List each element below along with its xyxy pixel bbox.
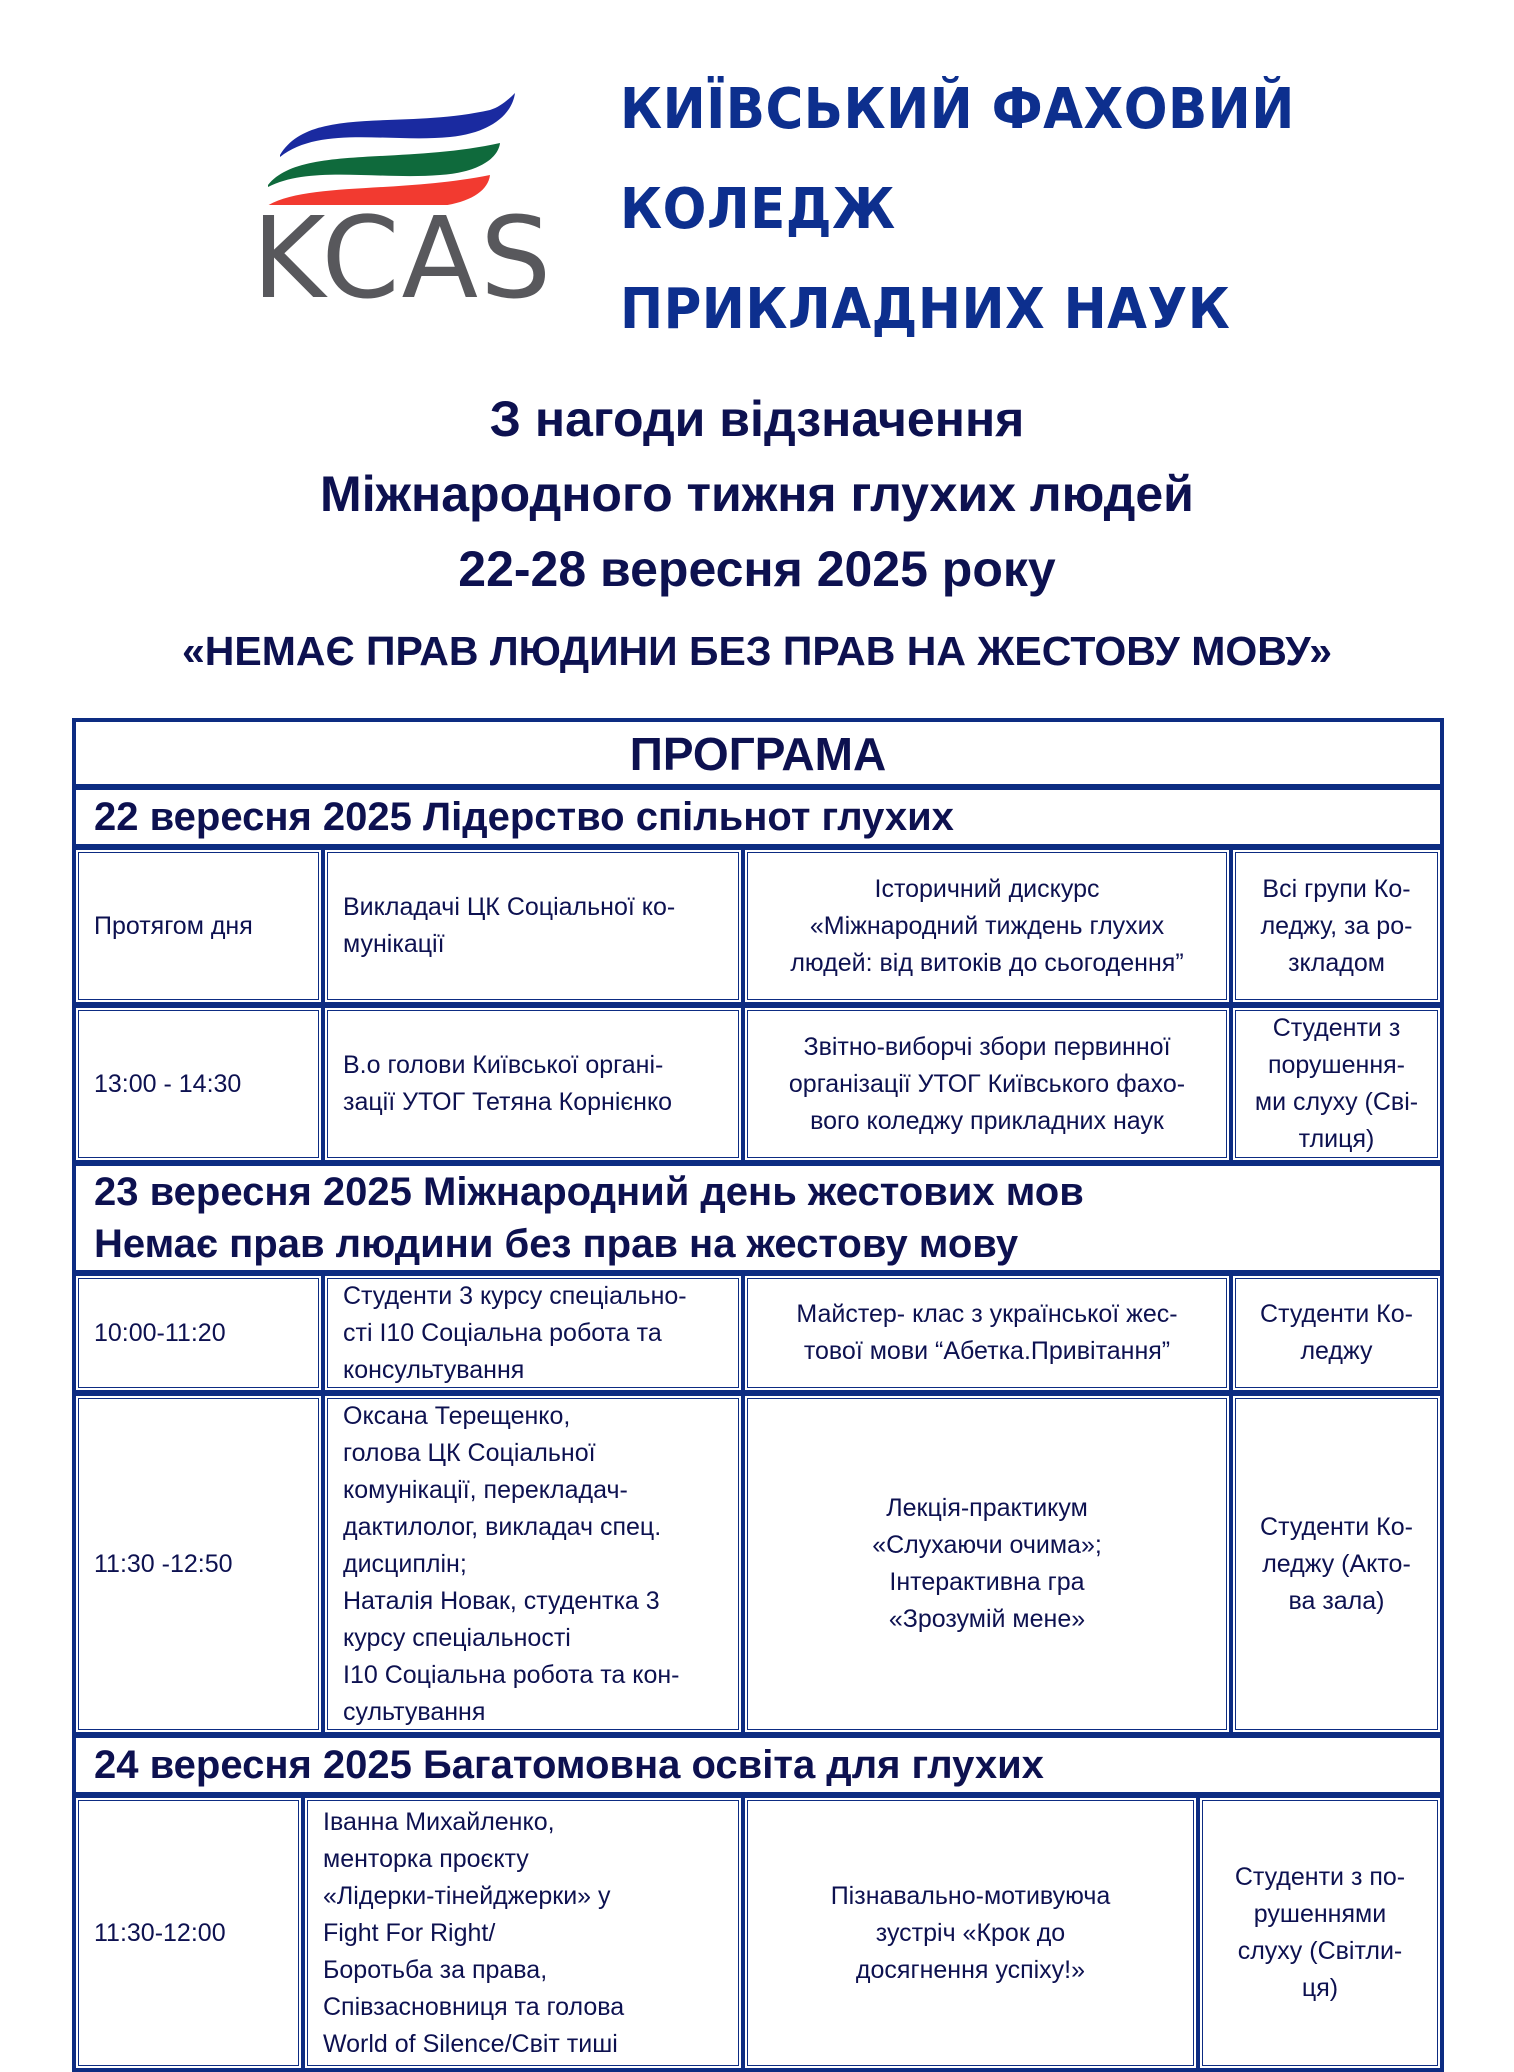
event-presenter: Оксана Терещенко, голова ЦК Соціальної комунікації, перекладач- дактилолог, викладач спец. дисциплін; Наталія Новак, студентка 3 курсу спеціальності І10 Соціальна робота та кон- сультування xyxy=(325,1396,745,1732)
day-heading xyxy=(76,1166,1440,1276)
table-row xyxy=(76,1008,1440,1166)
kcas-logo xyxy=(250,85,554,324)
event-time: 11:30-12:00 xyxy=(76,1798,305,2068)
event-description: Звітно-виборчі збори первинної організації УТОГ Київського фахо- вого коледжу прикладних наук xyxy=(745,1008,1233,1160)
event-time: Протягом дня xyxy=(76,850,325,1002)
college-name xyxy=(620,60,1354,360)
slogan: «НЕМАЄ ПРАВ ЛЮДИНИ БЕЗ ПРАВ НА ЖЕСТОВУ МОВУ» xyxy=(181,628,1333,674)
event-audience: Студенти Ко- леджу xyxy=(1233,1276,1440,1390)
day-heading-subtitle: Немає прав людини без прав на жестову мову xyxy=(94,1222,1019,1266)
event-audience: Студенти Ко- леджу (Акто- ва зала) xyxy=(1233,1396,1440,1732)
table-row xyxy=(76,1798,1440,2068)
occasion-line: Міжнародного тижня глухих людей xyxy=(320,466,1194,522)
event-audience: Студенти з порушення- ми слуху (Сві- тлиця) xyxy=(1233,1008,1440,1160)
program-title: ПРОГРАМА xyxy=(76,722,1440,790)
event-audience: Всі групи Ко- леджу, за ро- зкладом xyxy=(1233,850,1440,1002)
event-presenter: Іванна Михайленко, менторка проєкту «Лідерки-тінейджерки» у Fight For Right/ Боротьба за права, Співзасновниця та голова World of Silence/Світ тиші xyxy=(305,1798,745,2068)
table-row xyxy=(76,850,1440,1008)
event-time: 10:00-11:20 xyxy=(76,1276,325,1390)
occasion-line: З нагоди відзначення xyxy=(489,391,1025,447)
logo-text: KCAS xyxy=(252,194,554,324)
event-description: Лекція-практикум «Слухаючи очима»; Інтерактивна гра «Зрозумій мене» xyxy=(745,1396,1233,1732)
occasion-heading xyxy=(0,382,1514,607)
event-time: 13:00 - 14:30 xyxy=(76,1008,325,1160)
event-presenter: Студенти 3 курсу спеціально- сті І10 Соціальна робота та консультування xyxy=(325,1276,745,1390)
event-presenter: В.о голови Київської органі- зації УТОГ Тетяна Корнієнко xyxy=(325,1008,745,1160)
event-description: Пізнавально-мотивуюча зустріч «Крок до досягнення успіху!» xyxy=(745,1798,1200,2068)
event-description: Майстер- клас з української жес- тової мови “Абетка.Привітання” xyxy=(745,1276,1233,1390)
college-name-line: КИЇВСЬКИЙ ФАХОВИЙ xyxy=(620,77,1295,142)
day-heading: 22 вересня 2025 Лідерство спільнот глухих xyxy=(76,790,1440,850)
event-description: Історичний дискурс «Міжнародний тиждень глухих людей: від витоків до сьогодення” xyxy=(745,850,1233,1002)
table-row xyxy=(76,1276,1440,1396)
event-presenter: Викладачі ЦК Соціальної ко- мунікації xyxy=(325,850,745,1002)
occasion-line: 22-28 вересня 2025 року xyxy=(458,541,1056,597)
day-heading: 24 вересня 2025 Багатомовна освіта для глухих xyxy=(76,1738,1440,1798)
college-name-line: ПРИКЛАДНИХ НАУК xyxy=(620,277,1231,342)
logo-stripes-icon xyxy=(250,85,530,205)
event-time: 11:30 -12:50 xyxy=(76,1396,325,1732)
table-row xyxy=(76,1396,1440,1738)
college-name-line: КОЛЕДЖ xyxy=(620,177,896,242)
day-heading-line: 23 вересня 2025 Міжнародний день жестових мов xyxy=(94,1170,1084,1214)
program-table xyxy=(72,718,1444,2072)
event-audience: Студенти з по- рушеннями слуху (Світли- ця) xyxy=(1200,1798,1440,2068)
